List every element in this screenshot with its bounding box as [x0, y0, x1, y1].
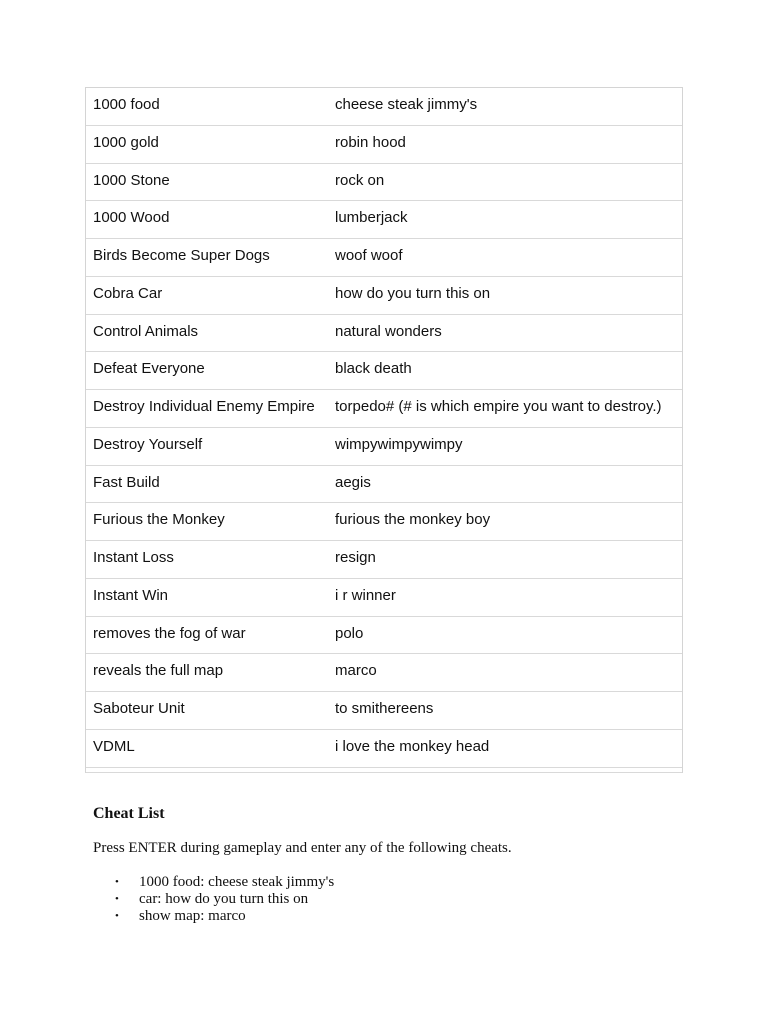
cheat-effect: VDML: [93, 737, 135, 755]
cheat-list-heading: Cheat List: [93, 805, 165, 822]
cheat-code: rock on: [335, 171, 385, 189]
cheat-code: black death: [335, 360, 412, 378]
table-row: [86, 428, 682, 466]
cheat-effect: Destroy Yourself: [93, 435, 203, 453]
cheat-effect: Cobra Car: [93, 284, 163, 302]
list-item: [93, 908, 334, 925]
cheat-effect: 1000 Stone: [93, 171, 170, 189]
table-row: [86, 730, 682, 768]
table-row: [86, 503, 682, 541]
cheat-code: how do you turn this on: [335, 284, 491, 302]
cheat-code: natural wonders: [335, 322, 442, 340]
cheat-table: [85, 87, 683, 773]
cheat-code: to smithereens: [335, 700, 434, 717]
list-item-text: 1000 food: cheese steak jimmy's: [139, 874, 335, 890]
cheat-code: lumberjack: [335, 209, 408, 227]
bullet-icon: •: [115, 876, 119, 888]
cheat-code: torpedo# (# is which empire you want to destroy.): [335, 398, 662, 415]
cheat-effect: reveals the full map: [93, 662, 224, 680]
table-row: [86, 390, 682, 428]
table-row: [86, 126, 682, 164]
cheat-effect: Fast Build: [93, 473, 160, 491]
cheat-effect: 1000 gold: [93, 133, 159, 151]
table-bottom-border: [86, 768, 682, 773]
cheat-code: aegis: [335, 473, 371, 491]
cheat-effect: Saboteur Unit: [93, 700, 185, 717]
cheat-code: polo: [335, 624, 364, 642]
table-row: [86, 315, 682, 353]
cheat-code: woof woof: [335, 247, 403, 264]
table-row: [86, 654, 682, 692]
cheat-list-intro: Press ENTER during gameplay and enter any of the following cheats.: [93, 840, 512, 856]
cheat-code: cheese steak jimmy's: [335, 96, 478, 113]
table-row: [86, 277, 682, 315]
bullet-icon: •: [115, 893, 119, 905]
table-row: [86, 352, 682, 390]
cheat-effect: 1000 food: [93, 96, 160, 113]
table-row: [86, 541, 682, 579]
table-row: [86, 88, 682, 126]
table-row: [86, 692, 682, 730]
cheat-code: marco: [335, 662, 377, 680]
cheat-effect: 1000 Wood: [93, 209, 170, 227]
list-item-text: car: how do you turn this on: [139, 891, 309, 907]
cheat-code: robin hood: [335, 133, 406, 151]
list-item-text: show map: marco: [139, 908, 246, 924]
table-row: [86, 164, 682, 202]
cheat-effect: removes the fog of war: [93, 624, 246, 642]
cheat-code: i r winner: [335, 586, 396, 604]
table-row: [86, 466, 682, 504]
table-row: [86, 239, 682, 277]
table-row: [86, 579, 682, 617]
cheat-effect: Birds Become Super Dogs: [93, 247, 270, 264]
cheat-code: furious the monkey boy: [335, 511, 491, 529]
table-row: [86, 617, 682, 655]
cheat-effect: Furious the Monkey: [93, 511, 225, 529]
table-row: [86, 201, 682, 239]
list-item: [93, 891, 334, 908]
bullet-icon: •: [115, 910, 119, 922]
cheat-code: wimpywimpywimpy: [335, 435, 463, 453]
cheat-bullet-list: [93, 874, 334, 925]
cheat-effect: Instant Loss: [93, 549, 174, 566]
cheat-effect: Control Animals: [93, 322, 199, 340]
list-item: [93, 874, 334, 891]
cheat-code: resign: [335, 549, 376, 566]
cheat-effect: Defeat Everyone: [93, 360, 205, 378]
cheat-effect: Instant Win: [93, 586, 169, 604]
cheat-effect: Destroy Individual Enemy Empire: [93, 398, 315, 415]
cheat-code: i love the monkey head: [335, 737, 490, 755]
